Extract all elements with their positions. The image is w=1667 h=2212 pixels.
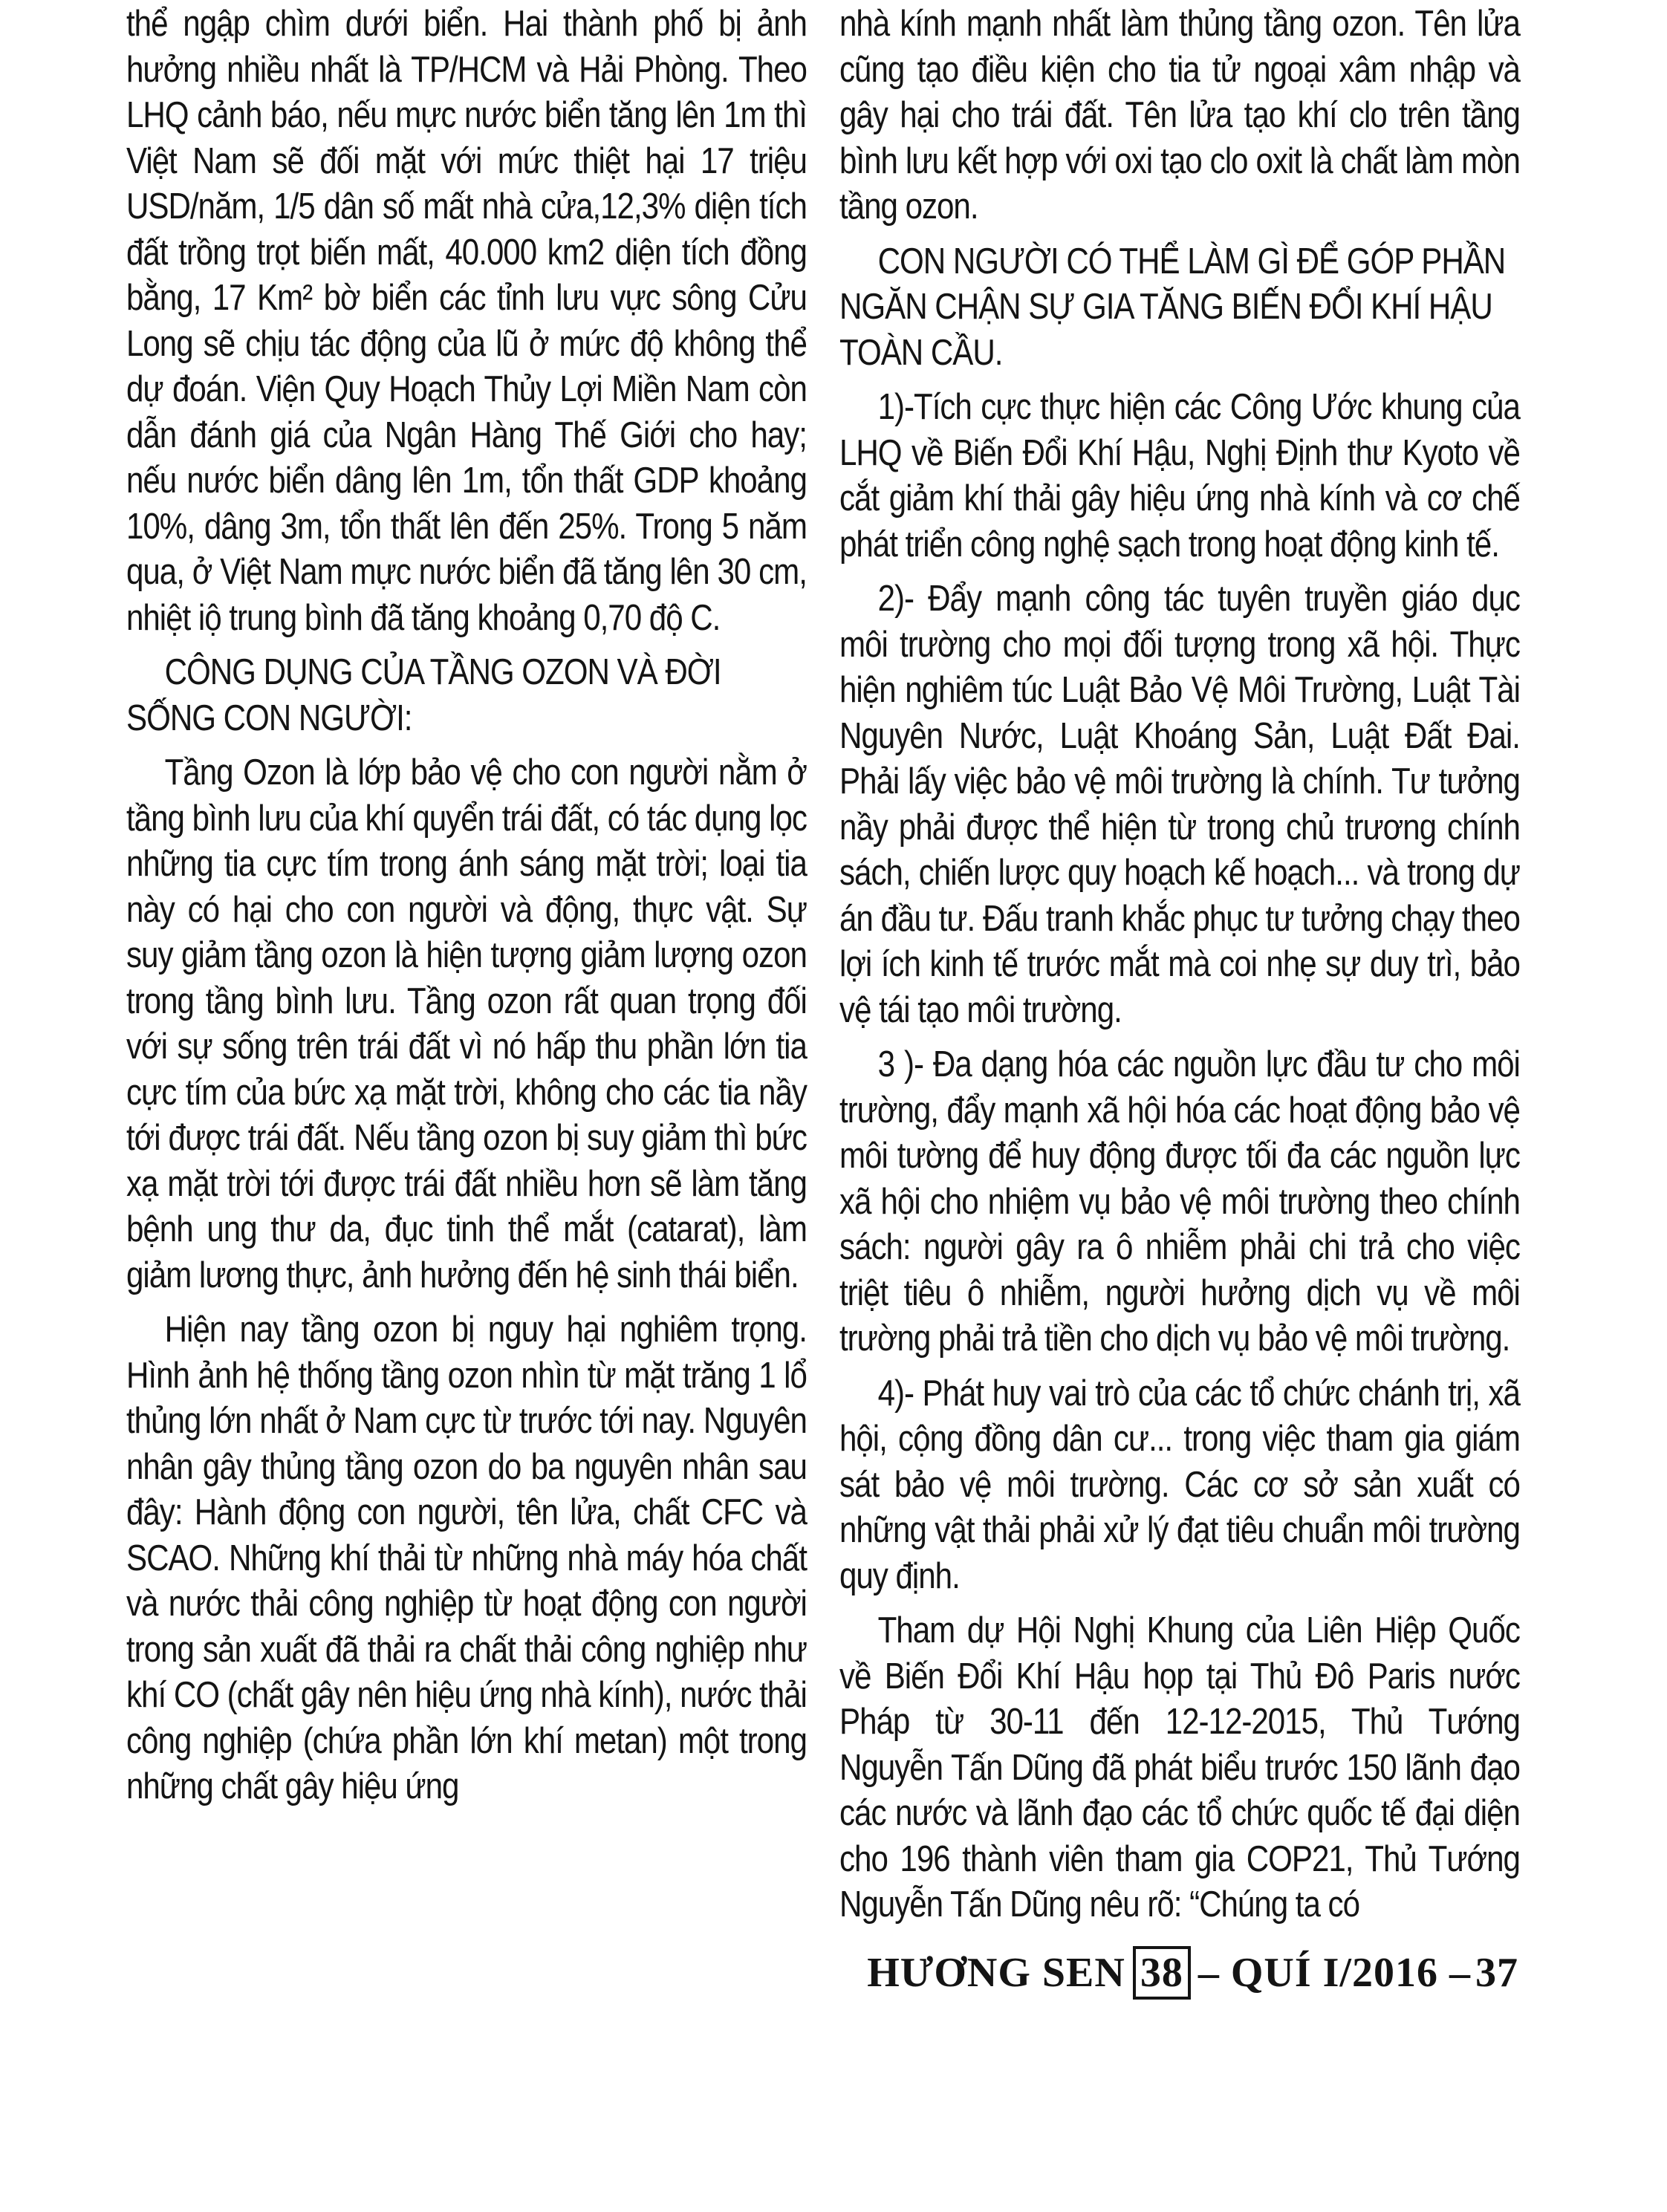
list-item: 1)-Tích cực thực hiện các Công Ước khung của LHQ về Biến Đổi Khí Hậu, Nghị Định thư Kyoto về cắt giảm khí thải gây hiệu ứng nhà kính và cơ chế phát triển công nghệ sạch trong hoạt động kinh tế. [839, 387, 1520, 565]
page-footer [867, 1946, 1518, 2000]
paragraph: nhà kính mạnh nhất làm thủng tầng ozon. Tên lửa cũng tạo điều kiện cho tia tử ngoại xâm nhập và gây hại cho trái đất. Tên lửa tạo khí clo trên tầng bình lưu kết hợp với oxi tạo clo oxit là chất làm mòn tầng ozon. [839, 4, 1520, 227]
list-item: 2)- Đẩy mạnh công tác tuyên truyền giáo dục môi trường cho mọi đối tượng trong xã hội. Thực hiện nghiêm túc Luật Bảo Vệ Môi Trường, Luật Tài Nguyên Nước, Luật Khoáng Sản, Luật Đất Đai. Phải lấy việc bảo vệ môi trường là chính. Tư tưởng nầy phải được thể hiện từ trong chủ trương chính sách, chiến lược quy hoạch kế hoạch... và trong dự án đầu tư. Đấu tranh khắc phục tư tưởng chạy theo lợi ích kinh tế trước mắt mà coi nhẹ sự duy trì, bảo vệ tái tạo môi trường. [839, 579, 1520, 1030]
right-column [839, 1, 1520, 1937]
paragraph: Hiện nay tầng ozon bị nguy hại nghiêm trọng. Hình ảnh hệ thống tầng ozon nhìn từ mặt trăng 1 lổ thủng lớn nhất ở Nam cực từ trước tới nay. Nguyên nhân gây thủng tầng ozon do ba nguyên nhân sau đây: Hành động con người, tên lửa, chất CFC và SCAO. Những khí thải từ những nhà máy hóa chất và nước thải công nghiệp từ hoạt động con người trong sản xuất đã thải ra chất thải công nghiệp như khí CO (chất gây nên hiệu ứng nhà kính), nước thải công nghiệp (chứa phần lớn khí metan) một trong những chất gây hiệu ứng [126, 1310, 807, 1806]
section-heading-ozone: CÔNG DỤNG CỦA TẦNG OZON VÀ ĐỜI SỐNG CON NGƯỜI: [126, 652, 721, 738]
paragraph: Tầng Ozon là lớp bảo vệ cho con người nằm ở tầng bình lưu của khí quyển trái đất, có tác dụng lọc những tia cực tím trong ánh sáng mặt trời; loại tia này có hại cho con người và động, thực vật. Sự suy giảm tầng ozon là hiện tượng giảm lượng ozon trong tầng bình lưu. Tầng ozon rất quan trọng đối với sự sống trên trái đất vì nó hấp thu phần lớn tia cực tím của bức xạ mặt trời, không cho các tia nầy tới được trái đất. Nếu tầng ozon bị suy giảm thì bức xạ mặt trời tới được trái đất nhiều hơn sẽ làm tăng bệnh ung thư da, đục tinh thể mắt (catarat), làm giảm lương thực, ảnh hưởng đến hệ sinh thái biển. [126, 752, 807, 1295]
paragraph: thể ngập chìm dưới biển. Hai thành phố bị ảnh hưởng nhiều nhất là TP/HCM và Hải Phòng. Theo LHQ cảnh báo, nếu mực nước biển tăng lên 1m thì Việt Nam sẽ đối mặt với mức thiệt hại 17 triệu USD/năm, 1/5 dân số mất nhà cửa,12,3% diện tích đất trồng trọt biến mất, 40.000 km2 diện tích đồng bằng, 17 Km² bờ biển các tỉnh lưu vực sông Cửu Long sẽ chịu tác động của lũ ở mức độ không thể dự đoán. Viện Quy Hoạch Thủy Lợi Miền Nam còn dẫn đánh giá của Ngân Hàng Thế Giới cho hay; nếu nước biển dâng lên 1m, tổn thất GDP khoảng 10%, dâng 3m, tổn thất lên đến 25%. Trong 5 năm qua, ở Việt Nam mực nước biển đã tăng lên 30 cm, nhiệt iộ trung bình đã tăng khoảng 0,70 độ C. [126, 4, 807, 638]
left-column [126, 1, 807, 1819]
section-heading-actions: CON NGƯỜI CÓ THỂ LÀM GÌ ĐỂ GÓP PHẦN NGĂN CHẬN SỰ GIA TĂNG BIẾN ĐỔI KHÍ HẬU TOÀN CẦU. [839, 241, 1506, 373]
paragraph: Tham dự Hội Nghị Khung của Liên Hiệp Quốc về Biến Đổi Khí Hậu họp tại Thủ Đô Paris nước Pháp từ 30-11 đến 12-12-2015, Thủ Tướng Nguyễn Tấn Dũng đã phát biểu trước 150 lãnh đạo các nước và lãnh đạo các tổ chức quốc tế đại diện cho 196 thành viên tham gia COP21, Thủ Tướng Nguyễn Tấn Dũng nêu rõ: “Chúng ta có [839, 1610, 1520, 1925]
publication-name: HƯƠNG SEN [867, 1950, 1125, 1996]
issue-number: 38 [1133, 1946, 1191, 2000]
list-item: 3 )- Đa dạng hóa các nguồn lực đầu tư cho môi trường, đẩy mạnh xã hội hóa các hoạt động bảo vệ môi tường để huy động được tối đa các nguồn lực xã hội cho nhiệm vụ bảo vệ môi trường theo chính sách: người gây ra ô nhiễm phải chi trả cho việc triệt tiêu ô nhiễm, người hưởng dịch vụ về môi trường phải trả tiền cho dịch vụ bảo vệ môi trường. [839, 1044, 1520, 1359]
issue-quarter: – QUÍ I/2016 – [1198, 1950, 1471, 1996]
list-item: 4)- Phát huy vai trò của các tổ chức chánh trị, xã hội, cộng đồng dân cư... trong việc tham gia giám sát bảo vệ môi trường. Các cơ sở sản xuất có những vật thải phải xử lý đạt tiêu chuẩn môi trường quy định. [839, 1373, 1520, 1596]
page-number: 37 [1475, 1950, 1518, 1996]
